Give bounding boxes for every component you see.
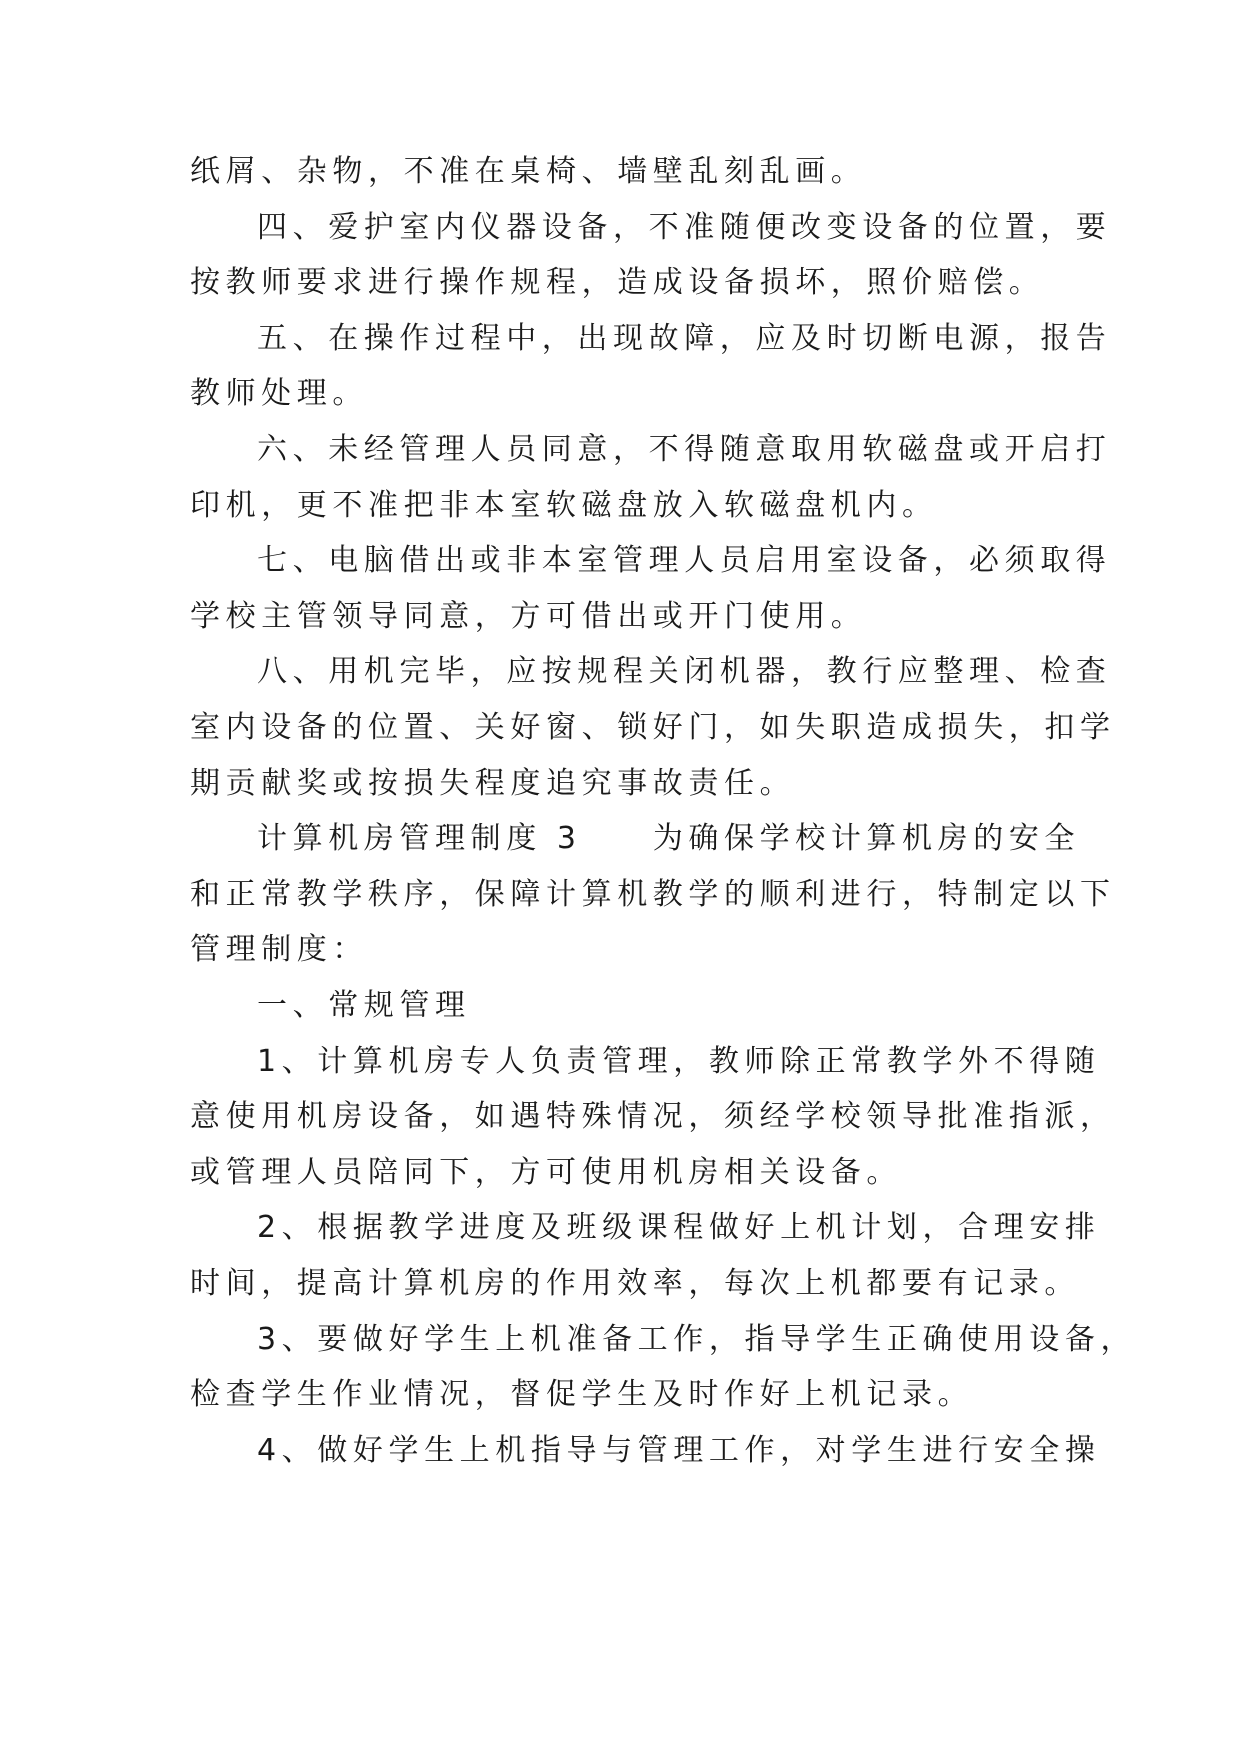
text-line: 检查学生作业情况，督促学生及时作好上机记录。 — [190, 1377, 974, 1413]
text-line: 印机，更不准把非本室软磁盘放入软磁盘机内。 — [190, 487, 938, 523]
text-line: 或管理人员陪同下，方可使用机房相关设备。 — [190, 1154, 902, 1190]
text-line: 五、在操作过程中，出现故障，应及时切断电源，报告 — [257, 320, 1112, 356]
text-line: 一、常规管理 — [257, 988, 471, 1023]
text-line: 纸屑、杂物，不准在桌椅、墙壁乱刻乱画。 — [190, 154, 867, 189]
text-line: 六、未经管理人员同意，不得随意取用软磁盘或开启打 — [257, 432, 1112, 467]
text-line: 管理制度： — [190, 932, 368, 968]
text-line: 室内设备的位置、关好窗、锁好门，如失职造成损失，扣学 — [190, 710, 1116, 745]
text-line: 1、计算机房专人负责管理，教师除正常教学外不得随 — [257, 1043, 1101, 1079]
text-line: 2、根据教学进度及班级课程做好上机计划，合理安排 — [257, 1210, 1101, 1246]
text-line: 七、电脑借出或非本室管理人员启用室设备，必须取得 — [257, 543, 1112, 579]
text-line: 八、用机完毕，应按规程关闭机器，教行应整理、检查 — [257, 654, 1112, 690]
text-line: 3、要做好学生上机准备工作，指导学生正确使用设备， — [257, 1321, 1137, 1357]
text-line: 四、爱护室内仪器设备，不准随便改变设备的位置，要 — [257, 209, 1112, 245]
text-line: 4、做好学生上机指导与管理工作，对学生进行安全操 — [257, 1432, 1101, 1468]
text-line: 教师处理。 — [190, 376, 368, 412]
text-line: 学校主管领导同意，方可借出或开门使用。 — [190, 598, 867, 634]
text-line: 和正常教学秩序，保障计算机教学的顺利进行，特制定以下 — [190, 876, 1116, 912]
text-line: 时间，提高计算机房的作用效率，每次上机都要有记录。 — [190, 1266, 1080, 1301]
text-line: 意使用机房设备，如遇特殊情况，须经学校领导批准指派， — [190, 1099, 1116, 1135]
text-line: 计算机房管理制度 3 为确保学校计算机房的安全 — [257, 821, 1081, 857]
text-line: 期贡献奖或按损失程度追究事故责任。 — [190, 765, 796, 801]
text-line: 按教师要求进行操作规程，造成设备损坏，照价赔偿。 — [190, 265, 1045, 301]
